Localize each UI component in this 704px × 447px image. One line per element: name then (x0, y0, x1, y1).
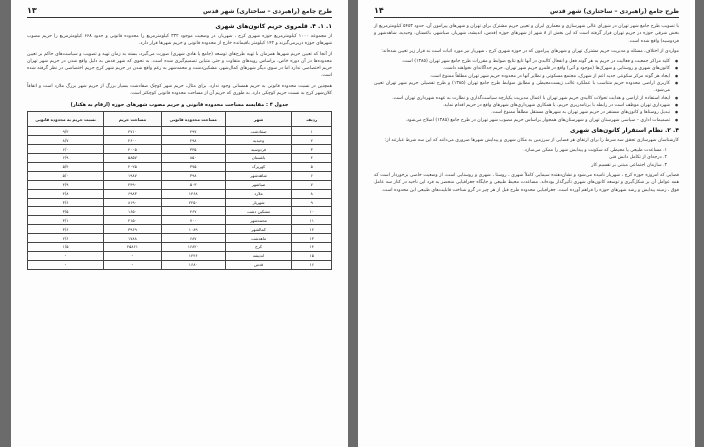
table-row (28, 242, 332, 251)
list-item: ● کانون‌های شهری و روستایی و شهرک‌ها (موجود و آتی) واقع در قلمرو حریم شهر تهران، حریم جداگانه‌ای نخواهند داشت. (374, 65, 670, 72)
table-cell: ۱۴۶۸ (161, 189, 225, 198)
column-header: نسبت حریم به محدوده قانونی (28, 112, 104, 127)
table-cell: اندیشه (225, 251, 292, 260)
table-row (28, 180, 332, 189)
left-page (11, 0, 348, 447)
table-cell: ۴/۹ (28, 180, 104, 189)
table-cell: ۱۵ (292, 251, 332, 260)
list-item: ۲. درجه‌ای از تکامل دانش فنی (608, 155, 667, 161)
table-cell: ۴/۸ (28, 189, 104, 198)
table-cell: ۱۰ (292, 207, 332, 216)
table-cell: - (28, 251, 104, 260)
list-item: ● ایجاد هر گونه مرکز سکونتی جدید اعم از شهرک، مجتمع مسکونی و نظایر آنها در محدوده حریم شهر تهران مطلقاً ممنوع است. (374, 73, 670, 80)
table-row (28, 225, 332, 234)
table-cell: ۱۴ (292, 242, 332, 251)
table-row (28, 127, 332, 136)
table-cell: ۸۱۹۰ (104, 198, 162, 207)
table-cell: شهریار (225, 198, 292, 207)
table-cell: ۴۶۷ (161, 207, 225, 216)
table-cell: ۱ (292, 127, 332, 136)
list-item: ● شهرداری تهران موظف است در رابطه با برنامه‌ریزی حریم، با همکاری شهرداری‌های شهرهای واقع در حریم اقدام نماید. (374, 102, 670, 109)
paragraph: کارشناسان شهرسازی تحقق سه شرط را برای ارتقای هر فضایی از سرزمین به مکان شهری و پیدایش شهرها ضروری می‌دانند که این سه شرط عبارتند از: (384, 137, 679, 143)
table-cell: ۲۹۸ (161, 136, 225, 145)
table-cell: ۳۹۶۹ (104, 225, 162, 234)
table-cell: ۸ (292, 189, 332, 198)
table-cell: - (28, 260, 104, 269)
table-row (28, 145, 332, 154)
table-caption: جدول ۴ : مقایسه مساحت محدوده قانونی و حریم مصوب شهرهای حوزه (ارقام به هکتار) (70, 102, 289, 109)
list-item: ● کلیه مراکز جمعیت و فعالیت در حریم به هر گونه فعل و انفعال کالبدی در آنها تابع نتایج ضوابط و مقررات طرح جامع شهر تهران (۱۳۸۵) است. (374, 58, 670, 65)
table-cell: ۱۹۸۷ (104, 171, 162, 180)
table-cell: ۱/۵ (28, 242, 104, 251)
page-number: ۱۴ (374, 6, 384, 15)
table-cell: ۱۷۸۸ (104, 234, 162, 243)
table-cell: ۱۶ (292, 260, 332, 269)
table-row (28, 171, 332, 180)
table-cell: ۴۷۱۰ (104, 127, 162, 136)
table-cell: ۶ (292, 171, 332, 180)
table-row (28, 136, 332, 145)
table-cell: ۵۰۳ (161, 180, 225, 189)
section-heading: ۱. ۱. ۴. قلمروی حریم کانون‌های شهری (215, 23, 332, 30)
table-cell: ۳/۵ (28, 207, 104, 216)
table-cell: ماهدشت (225, 234, 292, 243)
table-cell: ۱۶۸۲۰ (161, 242, 225, 251)
area-comparison-table (27, 111, 332, 269)
table-cell: ۷۰۰ (161, 216, 225, 225)
table-cell: ۶۹۸۳ (104, 189, 162, 198)
table-cell: ۲ (292, 136, 332, 145)
table-row (28, 207, 332, 216)
table-cell: کهریزک (225, 162, 292, 171)
column-header: مساحت محدوده قانونی (161, 112, 225, 127)
table-cell: ۲۱۵۰ (104, 216, 162, 225)
table-cell: ۹/۴ (28, 127, 104, 136)
table-cell: ۳۹۸ (161, 171, 225, 180)
table-row (28, 216, 332, 225)
table-cell: ۳/۶ (28, 198, 104, 207)
table-cell: - (104, 251, 162, 260)
table-cell: ۲۰۲۵ (104, 162, 162, 171)
column-header: ردیف (292, 112, 332, 127)
table-cell: مشکین دشت (225, 207, 292, 216)
table-row (28, 234, 332, 243)
table-cell: ۳ (292, 145, 332, 154)
table-cell: ۷ (292, 180, 332, 189)
table-cell: کرج (225, 242, 292, 251)
paragraph: از مجموعه ۱۰۰۰ کیلومترمربع حوزه شهری کرج ، شهریار، در وضعیت موجود ۳۳۲ کیلومترمربع را محدوده قانونی و حدود ۶۶۸ کیلومترمربع را حریم مصوب شهرهای حوزه دربرمی‌گیرند و ۱۴۲ کیلومتر باقیمانده خارج از محدوده قانونی و حریم شهرها قرار دارد. (27, 34, 333, 47)
table-cell: ۱۲ (292, 225, 332, 234)
table-cell: ۸/۷ (28, 136, 104, 145)
table-cell: ملارد (225, 189, 292, 198)
page-number: ۱۳ (27, 6, 37, 15)
table-cell: کمالشهر (225, 225, 292, 234)
table-cell: ۱۴۴۶ (161, 251, 225, 260)
table-row (28, 251, 332, 260)
table-cell: ۴۹۷ (161, 127, 225, 136)
table-cell: ۳/۶ (28, 225, 104, 234)
table-cell: ۱۰۸۹ (161, 225, 225, 234)
numbered-list (374, 147, 679, 169)
column-header: شهر (225, 112, 292, 127)
table-cell: ۵ (292, 162, 332, 171)
table-cell: صفادشت (225, 127, 292, 136)
table-cell: ۵۸۵۷ (104, 154, 162, 163)
table-row (28, 154, 332, 163)
table-cell: ۲۴۹۰ (104, 180, 162, 189)
table-cell: فردوسیه (225, 145, 292, 154)
list-item: ۱. مساعدت طبیعی یا محیطی که سکونت و پیدایش شهر را ممکن می‌سازد. (523, 148, 667, 154)
list-item: ● کاربری اراضی محدوده حریم متناسب با عملکرد غالب زیست‌محیطی و مطابق ضوابط طرح جامع تهران (۱۳۸۵) و طرح تفصیلی حریم شهر تهران تعیین می‌شود. (374, 80, 670, 95)
table-row (28, 162, 332, 171)
paragraph: از آنجا که تعیین حریم شهرها همزمان با تهیه طرح‌های توسعه (جامع یا هادی شهری) صورت می‌گیرد، بسته به زمان تهیه و تصویب و سیاست‌های حاکم بر تعیین محدوده‌ها در آن دوره خاص، براساس رویه‌های متفاوت و حتی متباین تصمیم‌گیری شده است. به نحوی که شهر قدس به دلیل واقع شدن در حریم شهر تهران حریم اختصاصی ندارد اما در سوی دیگر شهرهای کمال‌شهر، مشکین‌دشت و محمدشهر به رغم واقع شدن در حریم شهر کرج حریم اختصاصی در نظر گرفته شده است. (27, 51, 332, 79)
table-cell: ۵/۰ (28, 171, 104, 180)
header-title: طرح جامع (راهبردی – ساختاری) شهر قدس (550, 8, 679, 15)
table-cell: باغستان (225, 154, 292, 163)
table-cell: ۶/۹ (28, 154, 104, 163)
list-item: ● ایجاد استفاده از اراضی و هدایت تحولات کالبدی حریم شهر تهران با اعمال مدیریت یکپارچه سیاست‌گذاری و نظارت به عهده شهرداری تهران است. (374, 95, 670, 102)
list-item: ● تبدیل روستاها و کانون‌های مستقر در حریم شهر تهران به شهرهای مستقل مطلقاً ممنوع است. (374, 109, 670, 116)
table-cell: قدس (225, 260, 292, 269)
right-page (358, 0, 695, 447)
page-header (27, 6, 332, 18)
list-item: ● تصمیمات اداری – سیاسی شهرستان تهران و شهرستان‌های همجوار براساس حریم مصوب شهر تهران در طرح جامع (۱۳۸۵) اصلاح می‌شود. (374, 117, 670, 124)
table-cell: ۲۶۰۰ (104, 136, 162, 145)
paragraph: فضایی که امروزه حوزه کرج ، شهریار نامیده می‌شود و نشان‌دهنده سیمایی کاملاً شهری ، روستا ، شهری و روستایی است، از وضعیت خاصی برخوردار است که همه عوامل آن بر شکل‌گیری و توسعه کانون‌های شهری تأثیرگذار بوده‌اند. مساعدت محیط طبیعی و جایگاه جغرافیایی منحصر به فرد این ناحیه در کنار سه عامل فوق ، زمینه پیدایش و رشد شهرهای حوزه را فراهم آورده است. جغرافیایی محدوده طرح قبل از هر چیز در گرو شناخت قابلیت‌های طبیعی این محدوده است. (374, 173, 679, 193)
table-cell: ۳۳۵ (161, 145, 225, 154)
paragraph: با تصویب طرح جامع شهر تهران در شورای عالی شهرسازی و معماری ایران و تعیین حریم مشترک برای تهران و شهرهای پیرامون آن، حدود ۵۴۵۳ کیلومترمربع از بخش شرقی حوزه در حریم تهران قرار گرفته است که این بخش از ۸ شهر از شهرهای حوزه (قدس، اندیشه، شهریار، صباشهر، باغستان، وحیدیه، شاهدشهر و فردوسیه) واقع شده است. (374, 24, 680, 44)
table-cell: صباشهر (225, 180, 292, 189)
table-cell: ۲/۶ (28, 234, 104, 243)
paragraph: مواردی از اختلاف، مسئله و مدیریت حریم مشترک تهران و شهرهای پیرامون که در حوزه شهری کرج ، شهریار نیز مورد اثبات است به قرار زیر تعیین شده‌اند: (381, 48, 679, 54)
table-cell: ۶۸۷ (161, 234, 225, 243)
table-cell: ۲۲۵۰ (161, 198, 225, 207)
table-cell: ۱۶۸۰ (161, 260, 225, 269)
table-cell: ۵/۴ (28, 162, 104, 171)
bullet-list (374, 58, 679, 124)
table-cell: محمدشهر (225, 216, 292, 225)
table-cell: ۸۵۰ (161, 154, 225, 163)
table-header-row (28, 112, 332, 127)
table-cell: ۱۳ (292, 234, 332, 243)
section-heading: ۴. ۲. نظام استقرار کانون‌های شهری (570, 126, 679, 134)
list-item: ۳. سازمان اجتماعی مبتنی بر تقسیم کار (591, 162, 667, 168)
page-header (374, 6, 679, 18)
table-cell: ۱۶۵۰ (104, 207, 162, 216)
column-header: مساحت حریم (104, 112, 162, 127)
header-title: طرح جامع (راهبردی – ساختاری) شهر قدس (203, 8, 332, 15)
table-cell: شاهدشهر (225, 171, 292, 180)
table-cell: ۴ (292, 154, 332, 163)
table-cell: ۲۰۰۵ (104, 145, 162, 154)
paragraph: همچنین در نسبت محدوده قانونی به حریم همسانی وجود ندارد. برای مثال، حریم شهر کوچک صفادشت بسیار بزرگ از حریم شهر بزرگ ملارد است و اتفاقاً کلان‌شهر کرج به نسبت حریم کوچکی دارد. به طوری که حریم آن از مساحت محدوده قانونی کوچکتر است. (27, 83, 332, 97)
table-row (28, 260, 332, 269)
table-cell: ۳/۱ (28, 216, 104, 225)
table-cell: ۳۷۵ (161, 162, 225, 171)
table-cell: ۹ (292, 198, 332, 207)
table-row (28, 198, 332, 207)
table-cell: - (104, 260, 162, 269)
table-cell: ۲۵۸۶۱ (104, 242, 162, 251)
table-cell: ۶/۰ (28, 145, 104, 154)
table-cell: ۱۱ (292, 216, 332, 225)
table-row (28, 189, 332, 198)
table-cell: وحیدیه (225, 136, 292, 145)
